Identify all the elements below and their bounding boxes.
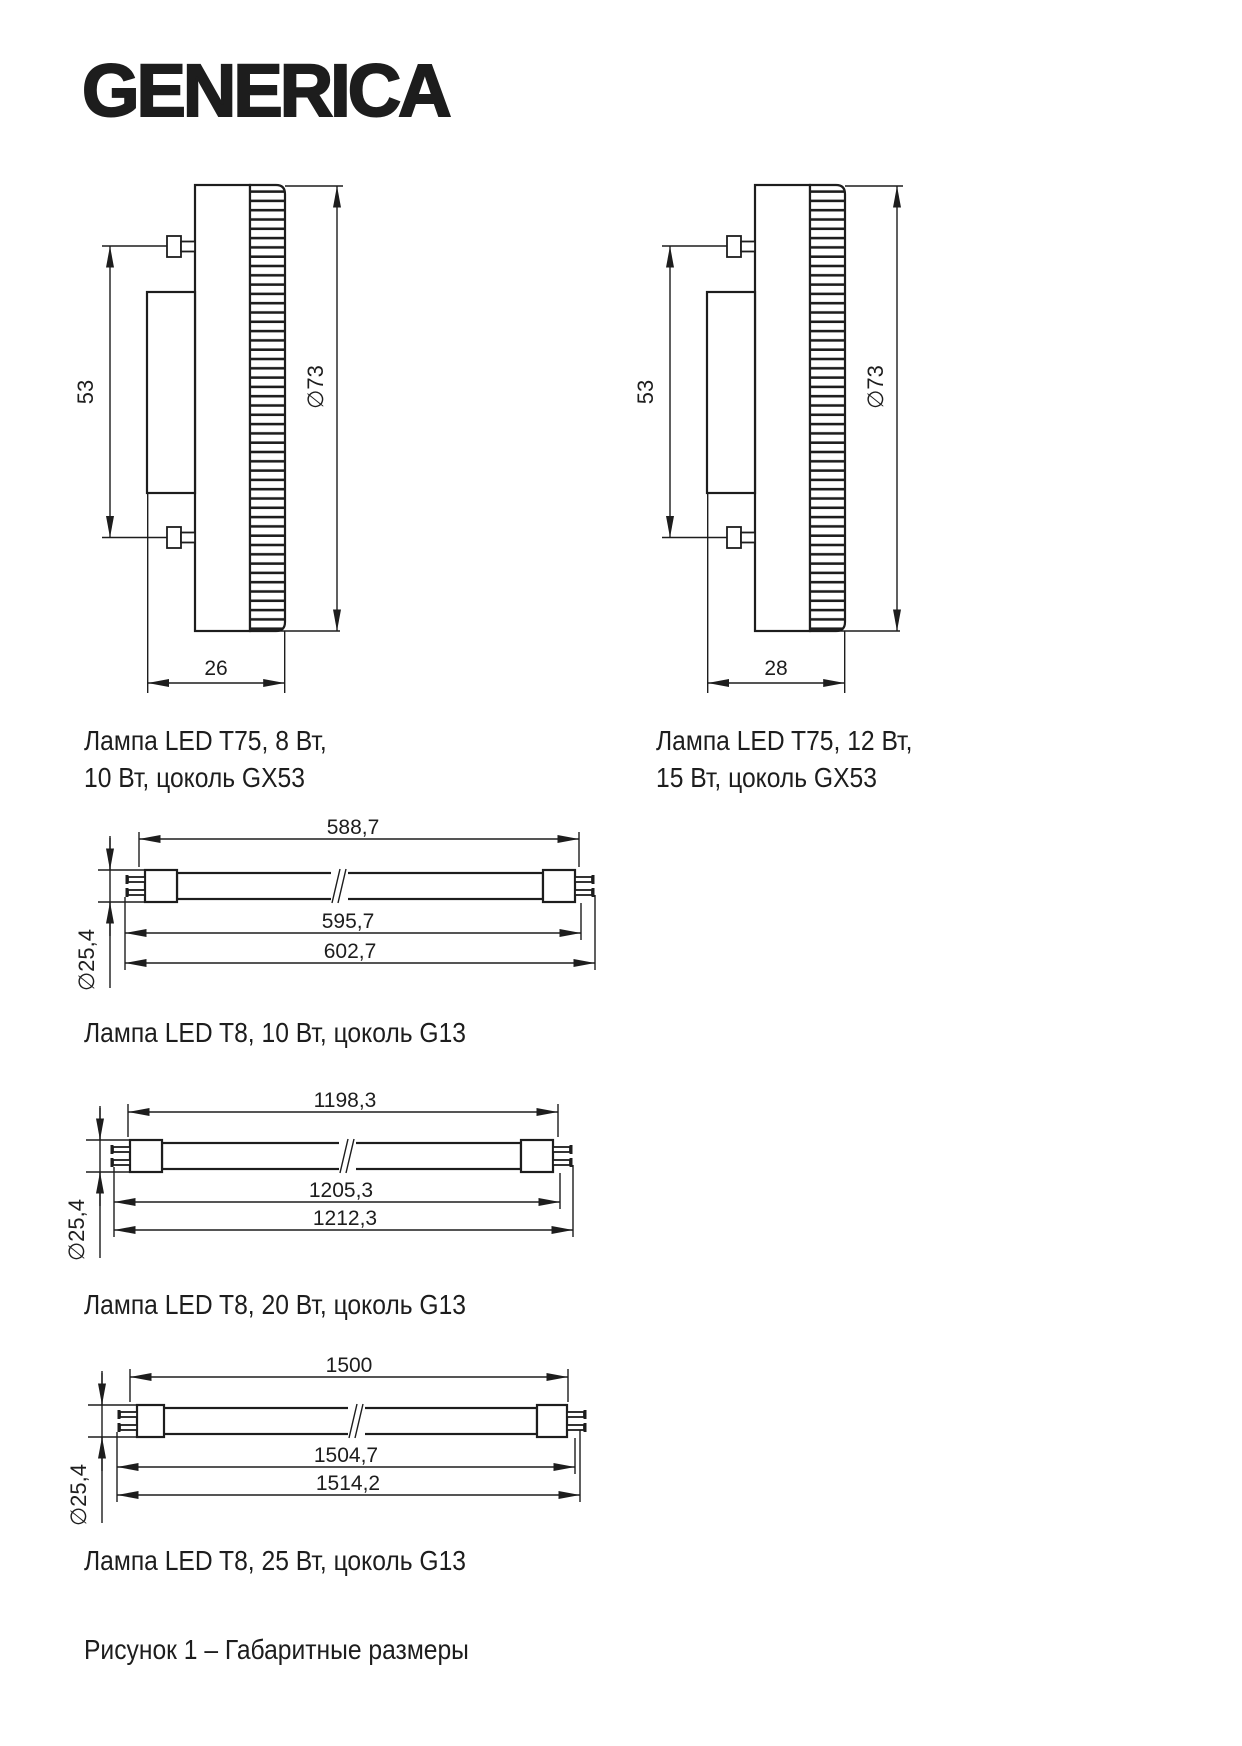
dim-diameter	[64, 1106, 132, 1261]
dim-diameter	[66, 1371, 138, 1526]
lamp-lens-ribs	[250, 185, 285, 631]
g13-pin	[553, 1147, 570, 1152]
g13-pin	[113, 1147, 130, 1152]
lamp-housing	[755, 185, 810, 631]
tube-body	[111, 1139, 573, 1173]
dim-glass-length	[128, 1089, 558, 1137]
end-cap-right	[521, 1140, 553, 1172]
dim-pin-spacing-value: 53	[633, 379, 658, 405]
gx53-lamp-body	[147, 185, 285, 631]
g13-pin	[575, 877, 592, 882]
dim-glass-length	[130, 1354, 568, 1402]
dim-overall-length-value: 1212,3	[312, 1207, 378, 1230]
end-cap-right	[543, 870, 575, 902]
gx53-lamp-body	[707, 185, 845, 631]
t8-drawing-25w	[60, 1345, 620, 1545]
dim-diameter	[74, 836, 146, 991]
dim-pin-spacing-value: 53	[73, 379, 98, 405]
t8-10w-label: Лампа LED T8, 10 Вт, цоколь G13	[84, 1017, 467, 1048]
dim-depth-value: 28	[764, 657, 788, 680]
dim-depth-value: 26	[204, 657, 228, 680]
gx53-label-1: Лампа LED T75, 8 Вт, 10 Вт, цоколь GX53	[84, 725, 327, 793]
gx53-drawing-1	[62, 170, 372, 705]
gx53-label-2: Лампа LED T75, 12 Вт, 15 Вт, цоколь GX53	[656, 725, 913, 793]
dim-cap-length-value: 1504,7	[313, 1444, 379, 1467]
dim-diameter-value: ∅73	[303, 365, 328, 409]
g13-pin	[120, 1425, 137, 1430]
dim-glass-length-value: 1500	[325, 1354, 373, 1377]
dim-glass-length-value: 1198,3	[313, 1089, 377, 1112]
tube-body	[118, 1404, 587, 1438]
dim-overall-length-value: 1514,2	[315, 1472, 381, 1495]
dim-diameter-value: ∅25,4	[64, 1199, 89, 1261]
brand-logo: GENERICA	[82, 49, 449, 132]
dim-cap-length-value: 595,7	[321, 910, 375, 933]
g13-pin	[120, 1412, 137, 1417]
figure-caption: Рисунок 1 – Габаритные размеры	[84, 1634, 469, 1665]
g13-pin	[567, 1412, 584, 1417]
dim-cap-length-value: 1205,3	[308, 1179, 374, 1202]
g13-pin	[128, 877, 145, 882]
gx53-pin-bottom	[727, 527, 741, 548]
dim-glass-length	[139, 816, 579, 867]
g13-pin	[567, 1425, 584, 1430]
lamp-base-plate	[147, 292, 195, 493]
end-cap-left	[130, 1140, 162, 1172]
t8-drawing-20w	[60, 1080, 620, 1280]
g13-pin	[128, 890, 145, 895]
lamp-base-plate	[707, 292, 755, 493]
tube-glass	[177, 873, 543, 899]
gx53-drawing-2	[622, 170, 932, 705]
t8-drawing-10w	[60, 810, 620, 1010]
t8-25w-label: Лампа LED T8, 25 Вт, цоколь G13	[84, 1545, 467, 1576]
dim-diameter-value: ∅25,4	[74, 929, 99, 991]
g13-pin	[575, 890, 592, 895]
lamp-housing	[195, 185, 250, 631]
tube-body	[126, 869, 595, 903]
lamp-lens-ribs	[810, 185, 845, 631]
end-cap-right	[537, 1405, 567, 1437]
end-cap-left	[137, 1405, 164, 1437]
dim-diameter-value: ∅73	[863, 365, 888, 409]
t8-20w-label: Лампа LED T8, 20 Вт, цоколь G13	[84, 1289, 467, 1320]
dim-overall-length-value: 602,7	[323, 940, 377, 963]
gx53-pin-top	[167, 236, 181, 257]
gx53-pin-bottom	[167, 527, 181, 548]
gx53-pin-top	[727, 236, 741, 257]
end-cap-left	[145, 870, 177, 902]
dim-diameter-value: ∅25,4	[66, 1464, 91, 1526]
g13-pin	[553, 1160, 570, 1165]
g13-pin	[113, 1160, 130, 1165]
dim-glass-length-value: 588,7	[326, 816, 380, 839]
